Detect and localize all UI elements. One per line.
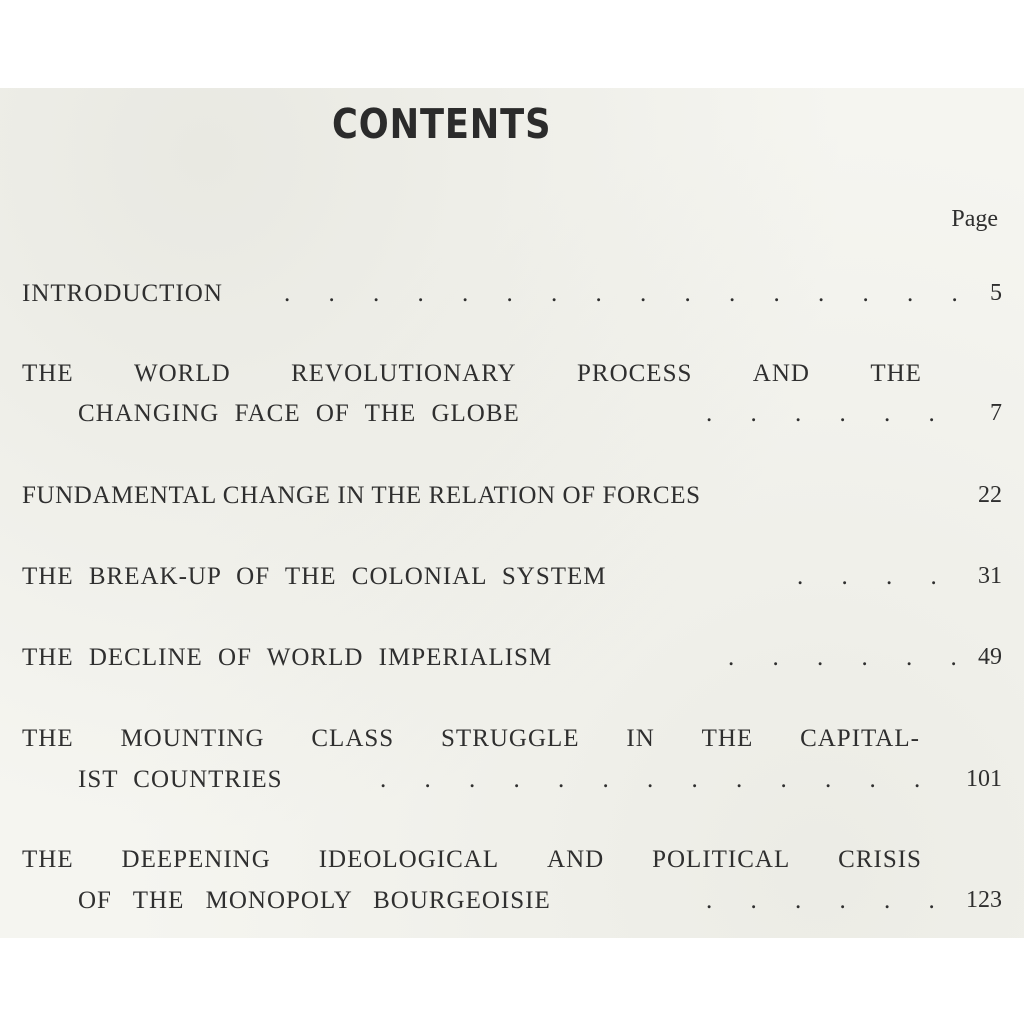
toc-leader-dots: . . . . . . — [706, 887, 951, 914]
bottom-margin — [0, 938, 1024, 1024]
toc-page-number: 22 — [978, 482, 1002, 508]
toc-entry-title-line1 — [22, 360, 922, 388]
toc-leader-dots: . . . . . . — [728, 644, 973, 671]
toc-leader-dots: . . . . . . . . . . . . . — [380, 766, 937, 793]
toc-entry-title-line2: CHANGING FACE OF THE GLOBE — [78, 400, 520, 427]
toc-entry-class-struggle — [22, 725, 1002, 759]
toc-entry-introduction — [22, 280, 1002, 314]
page-column-label: Page — [951, 206, 998, 232]
toc-entry-world-revolutionary-process-cont — [78, 400, 1002, 434]
toc-page-number: 5 — [990, 280, 1002, 306]
title-word: REVOLUTIONARY — [291, 360, 517, 387]
toc-entry-ideological-crisis-cont — [78, 887, 1002, 921]
title-word: DEEPENING — [121, 846, 271, 873]
toc-page-number: 101 — [966, 766, 1002, 792]
title-word: CAPITAL- — [800, 725, 920, 752]
title-word: STRUGGLE — [441, 725, 580, 752]
title-word: PROCESS — [576, 360, 693, 387]
toc-page-number: 7 — [990, 400, 1002, 426]
title-word: WORLD — [134, 360, 231, 387]
title-word: CRISIS — [838, 846, 922, 873]
toc-entry-title-line2: IST COUNTRIES — [78, 766, 283, 793]
toc-entry-title: THE DECLINE OF WORLD IMPERIALISM — [22, 644, 553, 671]
title-word: THE — [701, 725, 754, 752]
title-word: MOUNTING — [120, 725, 265, 752]
title-word: IN — [626, 725, 655, 752]
toc-entry-decline-imperialism — [22, 644, 1002, 678]
toc-leader-dots: . . . . . . . . . . . . . . . . — [284, 280, 974, 307]
title-word: THE — [22, 360, 74, 387]
toc-entry-title-line1 — [22, 846, 922, 874]
toc-entry-title: INTRODUCTION — [22, 280, 223, 307]
top-margin — [0, 0, 1024, 88]
page-title: CONTENTS — [332, 100, 552, 148]
toc-entry-class-struggle-cont — [78, 766, 1002, 800]
title-word: IDEOLOGICAL — [318, 846, 500, 873]
toc-entry-title: FUNDAMENTAL CHANGE IN THE RELATION OF FORCES — [22, 482, 701, 509]
title-word: THE — [22, 846, 74, 873]
title-word: AND — [547, 846, 605, 873]
title-word: THE — [22, 725, 74, 752]
toc-entry-fundamental-change — [22, 482, 1002, 516]
toc-page-number: 123 — [966, 887, 1002, 913]
title-word: AND — [752, 360, 810, 387]
title-word: THE — [870, 360, 922, 387]
toc-entry-colonial-system — [22, 563, 1002, 597]
toc-entry-world-revolutionary-process — [22, 360, 1002, 394]
toc-page-number: 49 — [978, 644, 1002, 670]
toc-entry-title-line2: OF THE MONOPOLY BOURGEOISIE — [78, 887, 551, 914]
toc-entry-ideological-crisis — [22, 846, 1002, 880]
toc-page-number: 31 — [978, 563, 1002, 589]
toc-entry-title: THE BREAK-UP OF THE COLONIAL SYSTEM — [22, 563, 607, 590]
toc-leader-dots: . . . . . . — [706, 400, 951, 427]
toc-entry-title-line1 — [22, 725, 920, 753]
title-word: POLITICAL — [652, 846, 791, 873]
title-word: CLASS — [311, 725, 395, 752]
toc-leader-dots: . . . . — [797, 563, 953, 590]
